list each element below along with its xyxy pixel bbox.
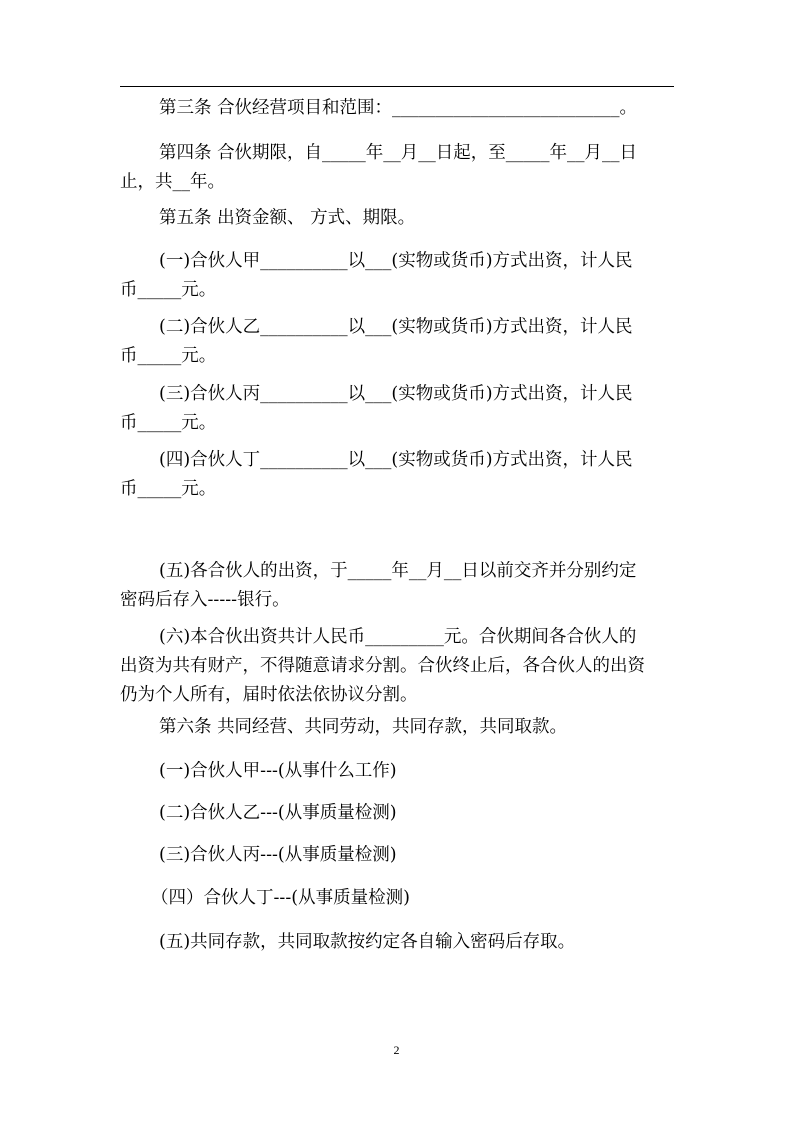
text-line: (五)共同存款，共同取款按约定各自输入密码后存取。 — [159, 932, 576, 952]
duty-partner-c — [120, 841, 676, 870]
text-line: （四）合伙人丁---(从事质量检测) — [151, 888, 410, 908]
text-line: (五)各合伙人的出资，于_____年__月__日以前交齐并分别约定 — [159, 561, 637, 581]
text-line: 币_____元。 — [120, 479, 217, 499]
text-line: 第三条 合伙经营项目和范围：__________________________。 — [159, 98, 638, 118]
text-line: (一)合伙人甲---(从事什么工作) — [159, 761, 397, 781]
text-line: 第四条 合伙期限，自_____年__月__日起，至_____年__月__日 — [159, 143, 638, 163]
text-line: (一)合伙人甲__________以___(实物或货币)方式出资，计人民 — [159, 251, 633, 271]
item-6-total-contribution — [120, 623, 676, 710]
duty-partner-a — [120, 757, 676, 786]
text-line: 币_____元。 — [120, 346, 217, 366]
text-line: 出资为共有财产，不得随意请求分割。合伙终止后，各合伙人的出资 — [120, 656, 645, 676]
text-line: (二)合伙人乙__________以___(实物或货币)方式出资，计人民 — [159, 317, 633, 337]
text-line: 第五条 出资金额、 方式、期限。 — [159, 208, 416, 228]
text-line: 密码后存入-----银行。 — [120, 590, 290, 610]
text-line: 止，共__年。 — [120, 172, 225, 192]
article-3 — [120, 94, 676, 123]
item-2-partner-b — [120, 313, 676, 371]
header-rule — [120, 86, 674, 87]
text-line: (六)本合伙出资共计人民币_________元。合伙期间各合伙人的 — [159, 627, 637, 647]
item-3-partner-c — [120, 380, 676, 438]
joint-deposit-withdrawal — [120, 928, 676, 957]
text-line: 币_____元。 — [120, 413, 217, 433]
text-line: (四)合伙人丁__________以___(实物或货币)方式出资，计人民 — [159, 450, 633, 470]
duty-partner-d — [120, 884, 676, 913]
duty-partner-b — [120, 799, 676, 828]
article-5 — [120, 204, 676, 233]
text-line: (三)合伙人丙__________以___(实物或货币)方式出资，计人民 — [159, 384, 633, 404]
item-1-partner-a — [120, 247, 676, 305]
text-line: (二)合伙人乙---(从事质量检测) — [159, 803, 397, 823]
text-line: 第六条 共同经营、共同劳动，共同存款，共同取款。 — [159, 717, 568, 737]
text-line: (三)合伙人丙---(从事质量检测) — [159, 845, 397, 865]
article-4 — [120, 139, 676, 197]
text-line: 仍为个人所有，届时依法依协议分割。 — [120, 685, 418, 705]
item-5-contribution-deadline — [120, 557, 676, 615]
page-number: 2 — [393, 1043, 400, 1057]
item-4-partner-d — [120, 446, 676, 504]
text-line: 币_____元。 — [120, 280, 217, 300]
article-6 — [120, 713, 676, 742]
